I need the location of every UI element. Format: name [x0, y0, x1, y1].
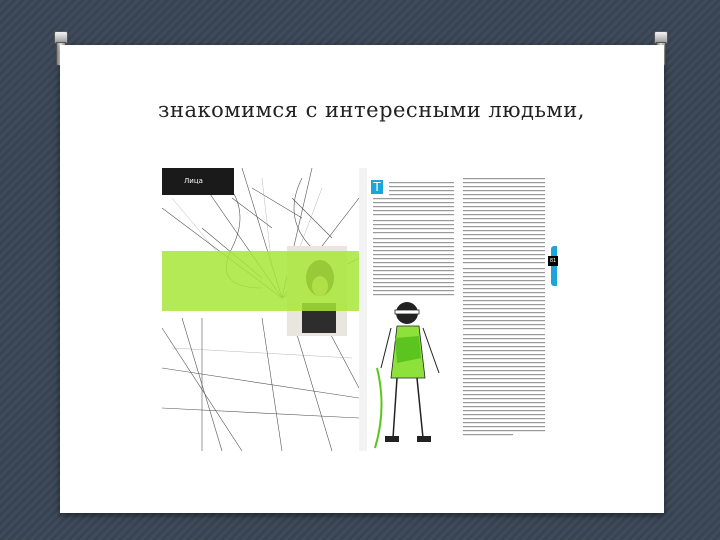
slide-title: знакомимся с интересными людьми, [158, 98, 585, 122]
section-header-label: Лица [184, 177, 203, 185]
accent-cyan-tab [551, 246, 557, 286]
page-number: 81 [549, 258, 557, 264]
dropcap-letter: Т [371, 180, 383, 194]
section-header [162, 168, 234, 195]
fashion-sketch-figure [375, 302, 439, 448]
magazine-right-page [367, 168, 558, 451]
green-highlight-block [162, 251, 359, 311]
text-lines-illustration [367, 168, 558, 451]
magazine-left-page [162, 168, 359, 451]
magazine-spread-image [162, 168, 558, 451]
